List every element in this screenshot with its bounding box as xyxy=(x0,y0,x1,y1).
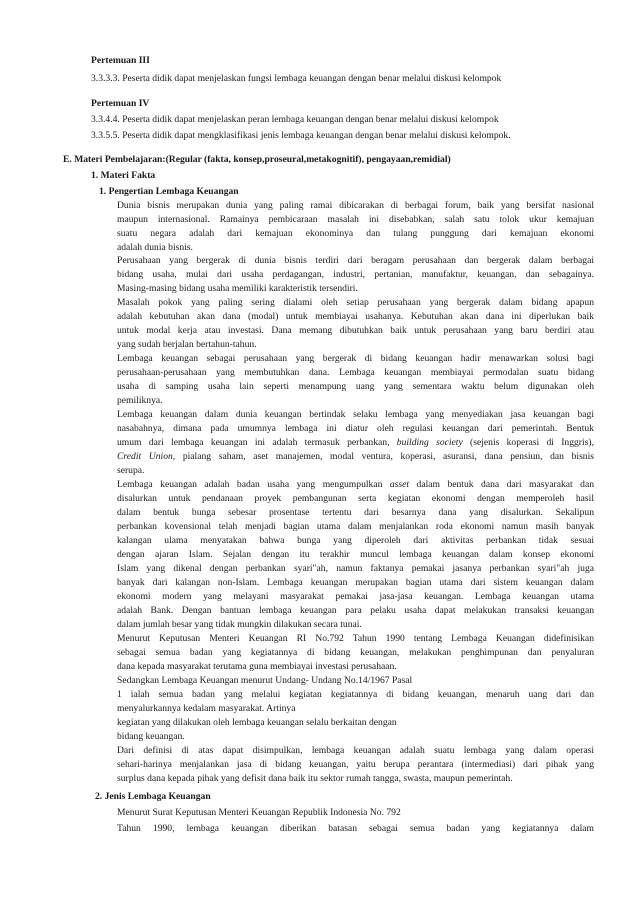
body-line: pemiliknya. xyxy=(117,395,163,406)
objective-number: 3.3.3.3. xyxy=(91,73,120,84)
body-line: Dari definisi di atas dapat disimpulkan, lembaga keuangan adalah suatu lembaga yang dalam operasi xyxy=(117,745,594,756)
body-line: bidang usaha, mulai dari usaha perdagangan, industri, pertanian, manufaktur, keuangan, dan sebagainya. xyxy=(117,269,594,280)
body-line: adalah kebutuhan akan dana (modal) untuk membiayai usahanya. Kebutuhan akan dana ini diperlukan baik xyxy=(117,311,594,322)
body-line xyxy=(117,478,594,491)
objective-number: 3.3.5.5. xyxy=(91,130,120,141)
body-line: Perusahaan yang bergerak di dunia bisnis terdiri dari beragam perusahaan dan bergerak dalam berbagai xyxy=(117,255,594,266)
body-line: Islam yang dikenal dengan perbankan syari"ah, namun faktanya pemakai jasanya perbankan syari"ah juga xyxy=(117,563,594,574)
body-line: Lembaga keuangan sebagai perusahaan yang bergerak di bidang keuangan hadir menawarkan solusi bagi xyxy=(117,353,594,364)
pertemuan-4-heading: Pertemuan IV xyxy=(91,98,150,109)
body-line: Masing-masing bidang usaha memiliki karakteristik tersendiri. xyxy=(117,283,358,294)
italic-term: asset xyxy=(389,479,410,490)
body-line: menyalurkannya kedalam masyarakat. Artinya xyxy=(117,703,296,714)
body-text: Lembaga keuangan adalah badan usaha yang mengumpulkan xyxy=(117,479,383,490)
body-line: sebagai semua badan yang kegiatannya di bidang keuangan, melakukan penghimpunan dan penyaluran xyxy=(117,647,594,658)
body-line: 1 ialah semua badan yang melalui kegiatan kegiatannya di bidang keuangan, menaruh uang dari dan xyxy=(117,689,594,700)
body-line: dengan ajaran Islam. Sejalan dengan itu terakhir muncul lembaga keuangan dalam konsep ekonomi xyxy=(117,549,594,560)
body-line: dana kepada masyarakat terutama guna membiayai investasi perusahaan. xyxy=(117,661,397,672)
objective-item xyxy=(91,113,499,126)
body-text: dalam bentuk dana dari masyarakat dan xyxy=(416,479,594,490)
body-line: Dunia bisnis merupakan dunia yang paling ramai dibicarakan di berbagai forum, baik yang bersifat nasional xyxy=(117,200,594,211)
body-line: yang sudah berjalan bertahun-tahun. xyxy=(117,339,257,350)
body-line: disalurkan untuk pendanaan proyek pembangunan serta kegiatan ekonomi dengan memperoleh hasil xyxy=(117,493,594,504)
body-line: perusahaan-perusahaan yang membutuhkan dana. Lembaga keuangan membiayai permodalan suatu bidang xyxy=(117,367,594,378)
body-line: dalam bentuk bunga sebesar prosentase tertentu dari besarnya dana yang disalurkan. Sekalipun xyxy=(117,507,594,518)
body-line: Menurut Surat Keputusan Menteri Keuangan Republik Indonesia No. 792 xyxy=(117,807,401,818)
objective-item xyxy=(91,72,501,85)
body-text: (sejenis koperasi di Inggris), xyxy=(470,437,594,448)
objective-text: Peserta didik dapat menjelaskan fungsi lembaga keuangan dengan benar melalui diskusi kelompok xyxy=(122,73,502,84)
section-e-heading: E. Materi Pembelajaran:(Regular (fakta, konsep,proseural,metakognitif), pengayaan,remidial) xyxy=(63,154,451,165)
objective-item xyxy=(91,129,511,142)
pengertian-heading: 1. Pengertian Lembaga Keuangan xyxy=(99,186,239,197)
italic-term: Credit Union xyxy=(117,451,173,462)
body-line: serupa. xyxy=(117,465,145,476)
body-line: adalah Bank. Dengan bantuan lembaga keuangan para pelaku usaha dapat melakukan transaksi keuangan xyxy=(117,605,594,616)
body-line: usaha di samping usaha lain seperti menampung uang yang sementara waktu belum digunakan oleh xyxy=(117,381,594,392)
objective-number: 3.3.4.4. xyxy=(91,114,120,125)
body-text: umum dari lembaga keuangan ini adalah termasuk perbankan, xyxy=(117,437,390,448)
body-text: , pialang saham, aset manajemen, modal ventura, koperasi, asuransi, dana pensiun, dan bisnis xyxy=(172,451,594,462)
body-line: dalam jumlah besar yang tidak mungkin dilakukan secara tunai. xyxy=(117,619,362,630)
body-line: nasabahnya, dimana pada umumnya lembaga ini diatur oleh regulasi keuangan dari pemerintah. Bentuk xyxy=(117,423,594,434)
body-line: sehari-harinya menjalankan jasa di bidang keuangan, yaitu berupa perantara (intermediasi) dari pihak yang xyxy=(117,759,594,770)
body-line: Masalah pokok yang paling sering dialami oleh setiap perusahaan yang bergerak dalam bidang apapun xyxy=(117,297,594,308)
body-line: Menurut Keputusan Menteri Keuangan RI No.792 Tahun 1990 tentang Lembaga Keuangan didefinisikan xyxy=(117,633,594,644)
body-line: kegiatan yang dilakukan oleh lembaga keuangan selalu berkaitan dengan xyxy=(117,717,397,728)
body-line: untuk modal kerja atau investasi. Dana memang dibutuhkan baik untuk perusahaan yang baru berdiri atau xyxy=(117,325,594,336)
body-line xyxy=(117,450,594,463)
italic-term: building society xyxy=(396,437,463,448)
body-line: Sedangkan Lembaga Keuangan menurut Undang- Undang No.14/1967 Pasal xyxy=(117,675,413,686)
body-line: adalah dunia bisnis. xyxy=(117,242,193,253)
body-line: surplus dana kepada pihak yang defisit dana baik itu sektor rumah tangga, swasta, maupun pemerintah. xyxy=(117,773,513,784)
body-line: perbankan kovensional telah menjadi bagian utama dalam menjalankan roda ekonomi namun masih banyak xyxy=(117,521,594,532)
jenis-heading: 2. Jenis Lembaga Keuangan xyxy=(95,791,211,802)
objective-text: Peserta didik dapat mengklasifikasi jenis lembaga keuangan dengan benar melalui diskusi kelompok. xyxy=(122,130,511,141)
pertemuan-3-heading: Pertemuan III xyxy=(91,55,150,66)
body-line: maupun internasional. Ramainya pembicaraan masalah ini disebabkan, salah satu tolok ukur kemajuan xyxy=(117,214,594,225)
body-line: kalangan ulama menyatakan bahwa bunga yang diperoleh dari aktivitas perbankan tidak sesuai xyxy=(117,535,594,546)
body-line: ekonomi modern yang melayani masyarakat pemakai jasa-jasa keuangan. Lembaga keuangan utama xyxy=(117,591,594,602)
body-line xyxy=(117,436,594,449)
materi-fakta-heading: 1. Materi Fakta xyxy=(91,170,156,181)
objective-text: Peserta didik dapat menjelaskan peran lembaga keuangan dengan benar melalui diskusi kelompok xyxy=(122,114,499,125)
body-line: bidang keuangan. xyxy=(117,731,185,742)
body-line: Tahun 1990, lembaga keuangan diberikan batasan sebagai semua badan yang kegiatannya dalam xyxy=(117,823,594,834)
body-line: suatu negara adalah dari kemajuan ekonominya dan tulang punggung dari kemajuan ekonomi xyxy=(117,228,594,239)
body-line: banyak dari kalangan non-Islam. Lembaga keuangan merupakan bagian utama dari sistem keuangan dalam xyxy=(117,577,594,588)
body-line: Lembaga keuangan dalam dunia keuangan bertindak selaku lembaga yang menyediakan jasa keuangan bagi xyxy=(117,409,594,420)
